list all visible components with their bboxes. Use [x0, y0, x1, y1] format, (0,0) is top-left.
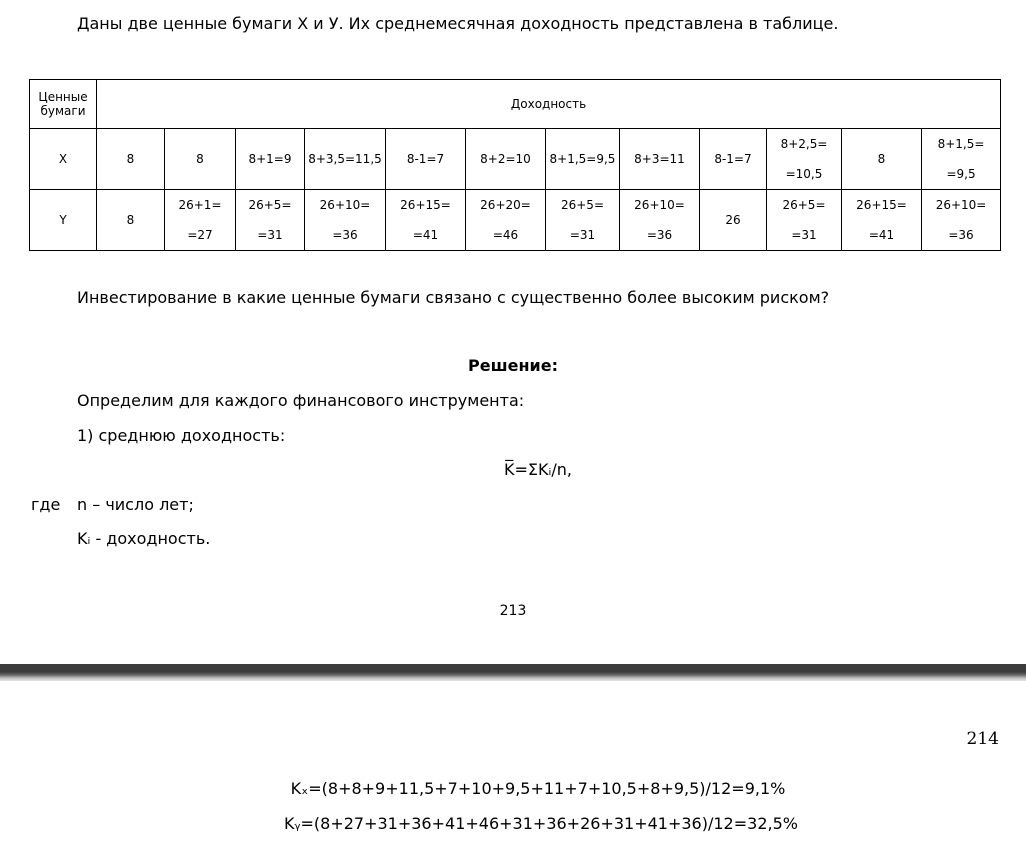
table-cell: 8-1=7	[700, 129, 767, 190]
cell-line: =36	[948, 228, 974, 242]
cell-line: =10,5	[785, 167, 823, 181]
solution-heading: Решение:	[468, 356, 558, 375]
table-body	[30, 129, 1001, 251]
cell-line: 26+10=	[319, 198, 371, 212]
cell-line: 8+1,5=	[937, 137, 985, 151]
table-row	[30, 190, 1001, 251]
ky-calculation: Kᵧ=(8+27+31+36+41+46+31+36+26+31+41+36)/12=32,5%	[284, 814, 798, 833]
cell-line: =46	[492, 228, 519, 242]
row-label-cell: Y	[30, 190, 97, 251]
cell-line: =36	[646, 228, 673, 242]
cell-line: 8+2,5=	[780, 137, 828, 151]
step1-text: 1) среднюю доходность:	[77, 426, 286, 445]
question-text: Инвестирование в какие ценные бумаги связано с существенно более высоким риском?	[77, 288, 830, 307]
cell-line: =41	[412, 228, 439, 242]
table-cell: 8	[165, 129, 236, 190]
cell-line: 26+10=	[634, 198, 685, 212]
header-securities-line1: Ценные	[38, 90, 88, 104]
table-cell: 8-1=7	[386, 129, 466, 190]
table-cell	[165, 190, 236, 251]
header-return-cell: Доходность	[97, 80, 1001, 129]
table-cell	[546, 190, 620, 251]
cell-line: =27	[187, 228, 213, 242]
define-text: Определим для каждого финансового инструмента:	[77, 391, 525, 410]
table-cell	[620, 190, 700, 251]
table-cell	[922, 129, 1001, 190]
intro-text: Даны две ценные бумаги Х и У. Их среднемесячная доходность представлена в таблице.	[77, 14, 839, 33]
cell-line: 26+10=	[935, 198, 987, 212]
where-label: где	[31, 495, 61, 514]
cell-line: 26+1=	[178, 198, 222, 212]
page-divider	[0, 664, 1026, 681]
row-label-cell: Х	[30, 129, 97, 190]
ki-definition: Kᵢ - доходность.	[77, 529, 211, 548]
table-cell: 8+3=11	[620, 129, 700, 190]
page-number-214: 214	[966, 729, 999, 749]
table-cell	[236, 190, 305, 251]
cell-line: =31	[569, 228, 596, 242]
table-row	[30, 129, 1001, 190]
table-cell: 8+3,5=11,5	[305, 129, 386, 190]
page-number-213: 213	[499, 603, 527, 619]
cell-line: 26+5=	[560, 198, 604, 212]
table-cell	[466, 190, 546, 251]
table-cell: 8+1=9	[236, 129, 305, 190]
cell-line: =31	[791, 228, 817, 242]
table-cell: 8	[97, 129, 165, 190]
cell-line: =9,5	[946, 167, 976, 181]
cell-line: 26+15=	[856, 198, 907, 212]
table-cell	[767, 129, 842, 190]
header-securities-cell	[30, 80, 97, 129]
table-cell	[305, 190, 386, 251]
mean-return-formula: K̅=ΣKᵢ/n,	[504, 460, 572, 479]
header-securities-line2: бумаги	[40, 104, 86, 118]
cell-line: 26+5=	[248, 198, 292, 212]
table-cell	[386, 190, 466, 251]
table-cell: 8+2=10	[466, 129, 546, 190]
cell-line: 26+5=	[782, 198, 826, 212]
cell-line: =31	[257, 228, 283, 242]
table-cell	[767, 190, 842, 251]
where-n-definition: n – число лет;	[77, 495, 194, 514]
kx-calculation: Kₓ=(8+8+9+11,5+7+10+9,5+11+7+10,5+8+9,5)/12=9,1%	[290, 779, 786, 798]
table-cell: 26	[700, 190, 767, 251]
cell-line: =36	[332, 228, 358, 242]
cell-line: =41	[868, 228, 895, 242]
table-cell: 8	[842, 129, 922, 190]
table-cell	[922, 190, 1001, 251]
table-header-row	[30, 80, 1001, 129]
returns-table	[29, 79, 1001, 251]
table-cell: 8	[97, 190, 165, 251]
cell-line: 26+15=	[400, 198, 451, 212]
cell-line: 26+20=	[480, 198, 531, 212]
table-cell: 8+1,5=9,5	[546, 129, 620, 190]
table-cell	[842, 190, 922, 251]
